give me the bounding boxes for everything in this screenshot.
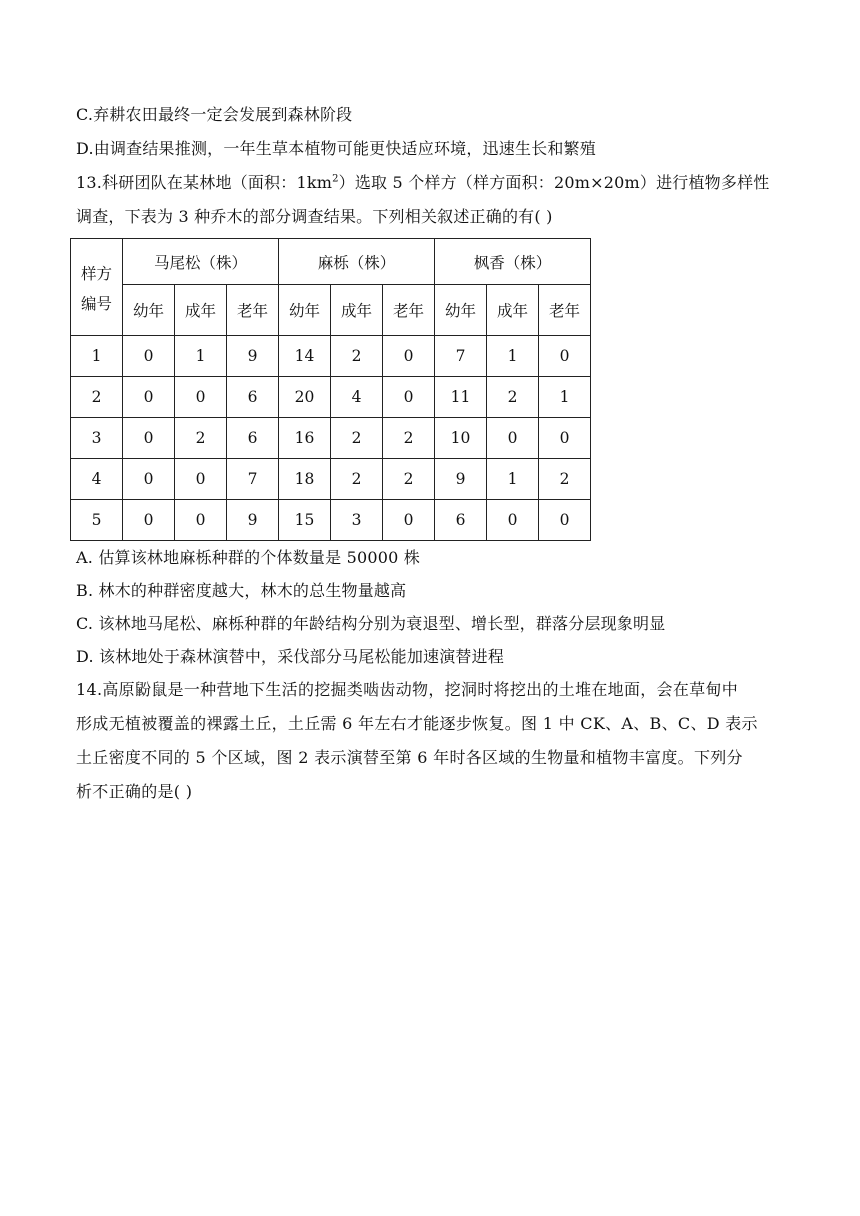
subheader-cell: 成年 xyxy=(331,285,383,336)
table-cell: 0 xyxy=(175,500,227,541)
q13-stem-line2: 调查，下表为 3 种乔木的部分调查结果。下列相关叙述正确的有( ) xyxy=(76,207,553,226)
table-cell: 7 xyxy=(227,459,279,500)
table-cell: 0 xyxy=(123,336,175,377)
q13-stem-text-b: ）选取 5 个样方（样方面积：20m×20m）进行植物多样性 xyxy=(338,173,770,192)
table-cell: 0 xyxy=(123,418,175,459)
table-cell: 3 xyxy=(331,500,383,541)
q13-stem-line1 xyxy=(76,166,796,200)
table-cell: 3 xyxy=(71,418,123,459)
subheader-cell: 老年 xyxy=(539,285,591,336)
table-cell: 1 xyxy=(71,336,123,377)
q14-stem-line: 析不正确的是( ) xyxy=(76,782,193,801)
table-cell: 4 xyxy=(331,377,383,418)
table-cell: 2 xyxy=(383,459,435,500)
subheader-cell: 幼年 xyxy=(123,285,175,336)
table-cell: 0 xyxy=(123,377,175,418)
q13-stem-text-a: 13.科研团队在某林地（面积：1km xyxy=(76,173,333,192)
table-row xyxy=(71,500,591,541)
table-cell: 1 xyxy=(487,336,539,377)
table-cell: 1 xyxy=(539,377,591,418)
table-group-header-row xyxy=(71,239,591,285)
table-cell: 4 xyxy=(71,459,123,500)
table-cell: 0 xyxy=(175,459,227,500)
q14-stem-line: 土丘密度不同的 5 个区域，图 2 表示演替至第 6 年时各区域的生物量和植物丰富度。下列分 xyxy=(76,748,743,767)
q13-option-a: A. 估算该林地麻栎种群的个体数量是 50000 株 xyxy=(76,548,420,567)
table-cell: 7 xyxy=(435,336,487,377)
table-cell: 9 xyxy=(227,500,279,541)
table-cell: 2 xyxy=(331,336,383,377)
table-cell: 2 xyxy=(539,459,591,500)
table-cell: 20 xyxy=(279,377,331,418)
table-cell: 15 xyxy=(279,500,331,541)
table-cell: 2 xyxy=(331,418,383,459)
table-cell: 9 xyxy=(227,336,279,377)
table-cell: 11 xyxy=(435,377,487,418)
table-cell: 0 xyxy=(539,336,591,377)
q14-stem xyxy=(76,673,796,809)
group-header-sawtooth-oak: 麻栎（株） xyxy=(279,239,435,285)
table-cell: 10 xyxy=(435,418,487,459)
table-row xyxy=(71,377,591,418)
subheader-cell: 成年 xyxy=(175,285,227,336)
q14-stem-line: 14.高原鼢鼠是一种营地下生活的挖掘类啮齿动物，挖洞时将挖出的土堆在地面，会在草甸中 xyxy=(76,680,739,699)
table-cell: 2 xyxy=(331,459,383,500)
table-cell: 16 xyxy=(279,418,331,459)
subheader-cell: 老年 xyxy=(227,285,279,336)
subheader-cell: 幼年 xyxy=(279,285,331,336)
table-row xyxy=(71,336,591,377)
table-cell: 0 xyxy=(487,500,539,541)
survey-table xyxy=(70,238,591,541)
table-cell: 0 xyxy=(383,377,435,418)
q13-option-c: C. 该林地马尾松、麻栎种群的年龄结构分别为衰退型、增长型，群落分层现象明显 xyxy=(76,614,666,633)
table-cell: 0 xyxy=(383,336,435,377)
table-cell: 0 xyxy=(123,459,175,500)
q13-options xyxy=(76,541,796,673)
table-cell: 18 xyxy=(279,459,331,500)
prev-option-d: D.由调查结果推测，一年生草本植物可能更快适应环境，迅速生长和繁殖 xyxy=(76,139,596,158)
table-cell: 9 xyxy=(435,459,487,500)
table-cell: 0 xyxy=(175,377,227,418)
q13-option-d: D. 该林地处于森林演替中，采伐部分马尾松能加速演替进程 xyxy=(76,647,505,666)
table-cell: 0 xyxy=(383,500,435,541)
table-cell: 2 xyxy=(487,377,539,418)
table-subheader-row xyxy=(71,285,591,336)
subheader-cell: 幼年 xyxy=(435,285,487,336)
table-cell: 2 xyxy=(175,418,227,459)
table-cell: 6 xyxy=(227,418,279,459)
table-cell: 0 xyxy=(123,500,175,541)
group-header-masson-pine: 马尾松（株） xyxy=(123,239,279,285)
table-cell: 2 xyxy=(71,377,123,418)
corner-header-cell xyxy=(71,239,123,336)
table-row xyxy=(71,459,591,500)
table-cell: 0 xyxy=(487,418,539,459)
group-header-sweetgum: 枫香（株） xyxy=(435,239,591,285)
table-cell: 5 xyxy=(71,500,123,541)
question-page xyxy=(76,98,796,809)
table-cell: 2 xyxy=(383,418,435,459)
table-cell: 6 xyxy=(435,500,487,541)
corner-header-top: 样方 xyxy=(80,265,112,283)
table-cell: 1 xyxy=(175,336,227,377)
prev-option-c: C.弃耕农田最终一定会发展到森林阶段 xyxy=(76,105,353,124)
table-cell: 0 xyxy=(539,500,591,541)
table-cell: 0 xyxy=(539,418,591,459)
q14-stem-line: 形成无植被覆盖的裸露土丘，土丘需 6 年左右才能逐步恢复。图 1 中 CK、A、B、C、D 表示 xyxy=(76,714,758,733)
table-cell: 6 xyxy=(227,377,279,418)
table-cell: 1 xyxy=(487,459,539,500)
table-cell: 14 xyxy=(279,336,331,377)
q13-option-b: B. 林木的种群密度越大，林木的总生物量越高 xyxy=(76,581,407,600)
subheader-cell: 成年 xyxy=(487,285,539,336)
table-row xyxy=(71,418,591,459)
q13-stem-superscript: 2 xyxy=(332,173,339,185)
corner-header-bottom: 编号 xyxy=(80,295,112,313)
subheader-cell: 老年 xyxy=(383,285,435,336)
